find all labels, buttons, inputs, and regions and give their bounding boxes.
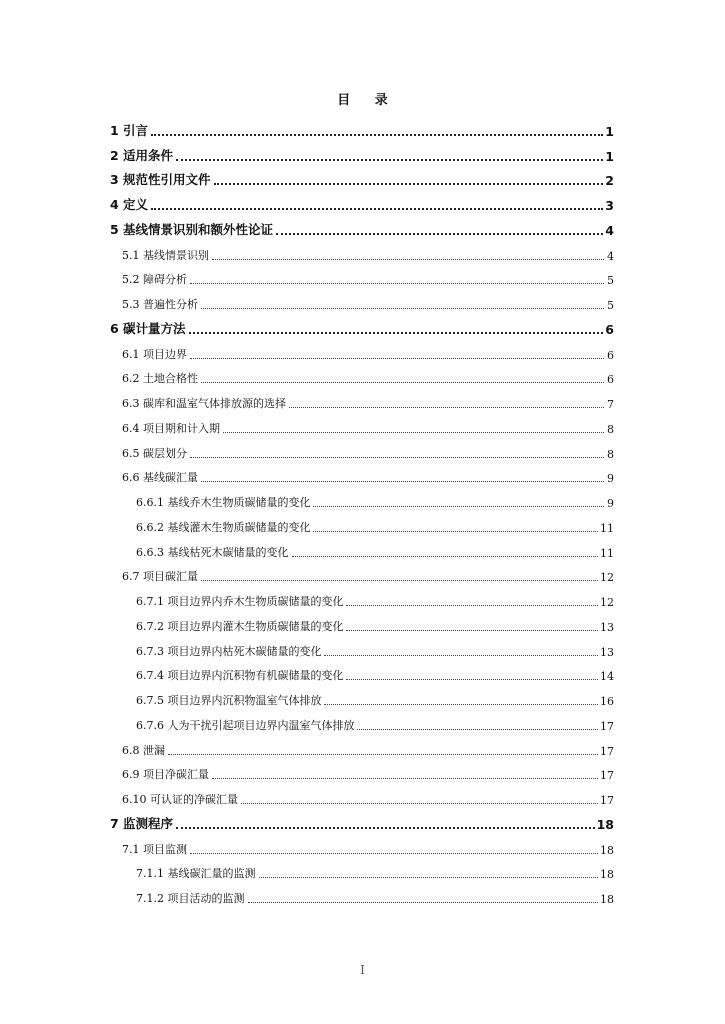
toc-entry-label: 5.1 基线情景识别 [122, 248, 209, 262]
toc-dot-leader [212, 258, 604, 260]
toc-dot-leader [189, 331, 604, 334]
toc-entry-page: 9 [607, 497, 614, 510]
toc-dot-leader [151, 207, 603, 210]
toc-entry-page: 18 [600, 868, 614, 882]
toc-entry[interactable] [110, 560, 614, 585]
toc-entry[interactable] [110, 139, 614, 164]
toc-entry-label: 6.7 项目碳汇量 [122, 570, 198, 584]
toc-entry-page: 8 [607, 447, 614, 461]
toc-entry-page: 18 [600, 843, 614, 857]
toc-dot-leader [248, 901, 599, 903]
toc-entry-page: 14 [600, 670, 614, 684]
toc-entry[interactable] [110, 659, 614, 684]
toc-entry-page: 1 [605, 123, 614, 139]
toc-dot-leader [176, 158, 603, 161]
toc-entry[interactable] [110, 857, 614, 882]
toc-dot-leader [151, 133, 603, 136]
toc-dot-leader [276, 232, 603, 235]
toc-entry[interactable] [110, 708, 614, 733]
toc-dot-leader [313, 505, 604, 507]
toc-entry[interactable] [110, 584, 614, 609]
toc-entry-page: 17 [600, 744, 614, 758]
toc-entry-page: 11 [600, 521, 614, 535]
toc-entry-label: 6.7.3 项目边界内枯死木碳储量的变化 [136, 644, 322, 658]
toc-entry-label: 6.6.1 基线乔木生物质碳储量的变化 [136, 496, 311, 509]
toc-dot-leader [190, 282, 604, 284]
toc-dot-leader [357, 728, 598, 730]
toc-dot-leader [201, 579, 598, 581]
toc-entry[interactable] [110, 263, 614, 288]
page-number: I [360, 963, 365, 977]
toc-entry-page: 8 [607, 422, 614, 436]
toc-entry[interactable] [110, 461, 614, 486]
toc-entry[interactable] [110, 114, 614, 139]
toc-dot-leader [201, 480, 604, 482]
toc-entry[interactable] [110, 535, 614, 560]
toc-entry-label: 5.3 普遍性分析 [122, 298, 198, 311]
toc-entry[interactable] [110, 287, 614, 312]
toc-entry-label: 6.7.5 项目边界内沉积物温室气体排放 [136, 694, 322, 707]
toc-entry[interactable] [110, 312, 614, 337]
toc-entry-page: 11 [600, 546, 614, 560]
toc-entry[interactable] [110, 634, 614, 659]
toc-dot-leader [168, 753, 598, 755]
toc-entry-page: 13 [600, 620, 614, 634]
toc-dot-leader [324, 703, 598, 705]
toc-dot-leader [324, 654, 598, 656]
toc-entry-page: 7 [607, 398, 614, 411]
toc-entry-page: 2 [605, 173, 614, 189]
toc-entry-page: 3 [605, 198, 614, 213]
toc-dot-leader [176, 826, 595, 829]
toc-entry-label: 6.3 碳库和温室气体排放源的选择 [122, 397, 286, 410]
toc-entry[interactable] [110, 386, 614, 411]
toc-entry-label: 6 碳计量方法 [110, 320, 186, 336]
toc-dot-leader [190, 357, 604, 359]
toc-entry[interactable] [110, 213, 614, 238]
toc-title: 目 录 [337, 93, 398, 108]
toc-entry-page: 13 [600, 645, 614, 659]
toc-entry-label: 1 引言 [110, 122, 149, 138]
toc-entry-page: 1 [605, 148, 614, 164]
toc-entry[interactable] [110, 733, 614, 758]
toc-entry-label: 6.10 可认证的净碳汇量 [122, 793, 238, 806]
toc-entry-page: 4 [607, 249, 614, 263]
toc-dot-leader [190, 852, 598, 854]
toc-entry[interactable] [110, 164, 614, 189]
toc-entry-label: 6.6.2 基线灌木生物质碳储量的变化 [136, 520, 311, 534]
toc-list [110, 114, 614, 906]
toc-entry-label: 6.7.1 项目边界内乔木生物质碳储量的变化 [136, 595, 344, 608]
toc-entry[interactable] [110, 609, 614, 634]
toc-dot-leader [201, 381, 604, 383]
toc-entry-label: 5 基线情景识别和额外性论证 [110, 221, 274, 237]
toc-entry-page: 17 [600, 769, 614, 783]
toc-entry[interactable] [110, 881, 614, 906]
toc-entry-label: 6.6 基线碳汇量 [122, 471, 198, 485]
toc-entry-label: 7 监测程序 [110, 815, 174, 831]
toc-entry-page: 18 [600, 893, 614, 906]
toc-entry-page: 6 [605, 321, 614, 337]
toc-entry-label: 5.2 障碍分析 [122, 273, 187, 287]
toc-entry-label: 6.4 项目期和计入期 [122, 421, 220, 435]
toc-entry[interactable] [110, 188, 614, 213]
toc-entry-label: 6.5 碳层划分 [122, 446, 187, 460]
toc-entry-page: 5 [607, 274, 614, 288]
toc-dot-leader [223, 431, 604, 433]
toc-entry-page: 12 [600, 596, 614, 609]
toc-entry[interactable] [110, 362, 614, 387]
toc-entry[interactable] [110, 411, 614, 436]
toc-entry-label: 6.7.6 人为干扰引起项目边界内温室气体排放 [136, 718, 355, 732]
toc-entry-page: 9 [607, 472, 614, 486]
toc-entry[interactable] [110, 832, 614, 857]
toc-entry[interactable] [110, 238, 614, 263]
toc-entry-label: 6.6.3 基线枯死木碳储量的变化 [136, 545, 289, 559]
toc-dot-leader [212, 777, 598, 779]
toc-dot-leader [289, 406, 604, 408]
toc-entry-page: 6 [607, 373, 614, 387]
toc-entry-label: 6.7.2 项目边界内灌木生物质碳储量的变化 [136, 619, 344, 633]
toc-dot-leader [346, 604, 598, 606]
toc-entry[interactable] [110, 807, 614, 832]
toc-entry[interactable] [110, 683, 614, 708]
toc-entry-label: 7.1.1 基线碳汇量的监测 [136, 867, 256, 881]
toc-entry-label: 7.1.2 项目活动的监测 [136, 892, 245, 905]
toc-entry[interactable] [110, 436, 614, 461]
toc-entry[interactable] [110, 758, 614, 783]
toc-entry-page: 12 [600, 571, 614, 585]
toc-dot-leader [313, 530, 598, 532]
toc-entry[interactable] [110, 510, 614, 535]
toc-entry[interactable] [110, 485, 614, 510]
toc-dot-leader [190, 456, 604, 458]
toc-entry-label: 6.8 泄漏 [122, 743, 165, 757]
toc-entry-label: 7.1 项目监测 [122, 842, 187, 856]
toc-dot-leader [292, 555, 599, 557]
toc-entry-page: 18 [596, 816, 614, 832]
toc-entry-label: 6.9 项目净碳汇量 [122, 768, 209, 782]
toc-entry-label: 4 定义 [110, 197, 149, 212]
toc-entry-label: 2 适用条件 [110, 147, 174, 163]
toc-entry-page: 17 [600, 794, 614, 807]
toc-entry-label: 6.7.4 项目边界内沉积物有机碳储量的变化 [136, 669, 344, 683]
toc-dot-leader [214, 182, 604, 185]
toc-entry-page: 5 [607, 299, 614, 312]
toc-entry[interactable] [110, 337, 614, 362]
toc-dot-leader [259, 876, 599, 878]
toc-dot-leader [241, 802, 598, 804]
toc-entry-label: 6.2 土地合格性 [122, 372, 198, 386]
toc-entry-page: 4 [605, 222, 614, 238]
toc-dot-leader [346, 678, 598, 680]
toc-entry-label: 3 规范性引用文件 [110, 172, 211, 188]
toc-entry-page: 16 [600, 695, 614, 708]
toc-dot-leader [201, 307, 604, 309]
toc-entry-label: 6.1 项目边界 [122, 347, 187, 361]
toc-entry-page: 17 [600, 719, 614, 733]
toc-entry[interactable] [110, 782, 614, 807]
toc-dot-leader [346, 629, 598, 631]
toc-entry-page: 6 [607, 348, 614, 362]
